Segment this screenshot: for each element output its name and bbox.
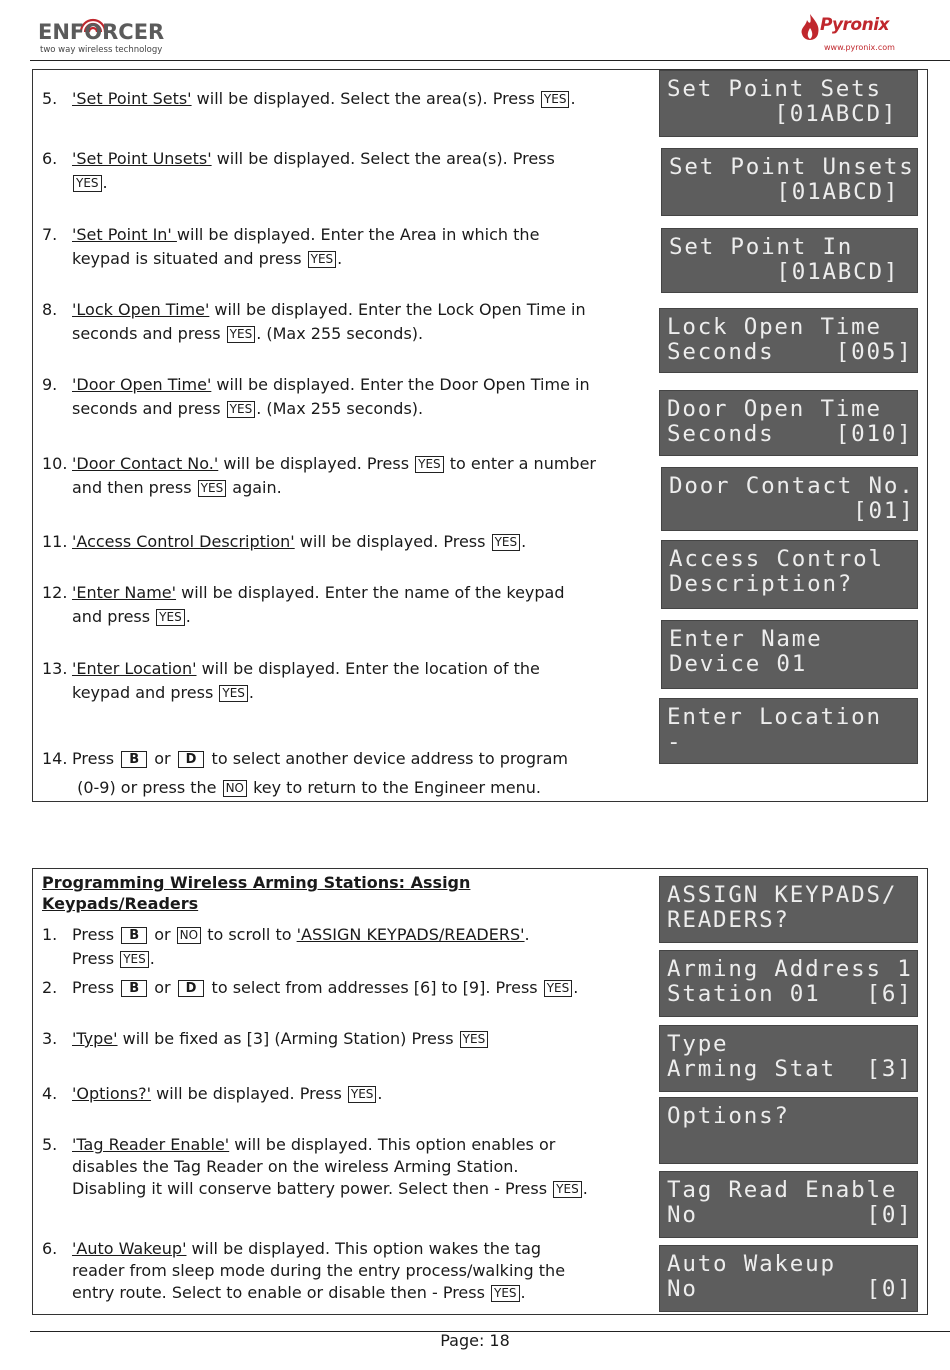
lcd-set-point-unsets: Set Point Unsets [01ABCD]	[661, 148, 918, 216]
pyronix-logo	[798, 10, 908, 56]
lcd-access-control-description: Access Control Description?	[661, 540, 918, 609]
yes-key: YES	[348, 1086, 377, 1103]
yes-key: YES	[491, 1285, 520, 1302]
yes-key: YES	[415, 456, 444, 473]
enforcer-tagline: two way wireless technology	[40, 45, 163, 55]
pyronix-url: www.pyronix.com	[824, 43, 895, 52]
lcd-door-contact-no: Door Contact No. [01]	[661, 467, 918, 531]
lcd-options: Options?	[659, 1097, 918, 1164]
yes-key: YES	[541, 91, 570, 108]
b-key: B	[121, 980, 147, 997]
yes-key: YES	[227, 326, 256, 343]
b-key: B	[121, 751, 147, 768]
yes-key: YES	[544, 980, 573, 997]
yes-key: YES	[73, 175, 102, 192]
b-key: B	[121, 927, 147, 944]
lcd-enter-location: Enter Location -	[659, 698, 918, 764]
pyronix-brand: Pyronix	[820, 15, 889, 35]
yes-key: YES	[308, 251, 337, 268]
yes-key: YES	[219, 685, 248, 702]
yes-key: YES	[156, 609, 185, 626]
section-heading: Programming Wireless Arming Stations: Assign Keypads/Readers	[42, 873, 471, 913]
yes-key: YES	[120, 951, 149, 968]
yes-key: YES	[460, 1031, 489, 1048]
lcd-door-open-time: Door Open Time Seconds [010]	[659, 390, 918, 456]
yes-key: YES	[492, 534, 521, 551]
lcd-assign-keypads-readers: ASSIGN KEYPADS/ READERS?	[659, 876, 918, 943]
lcd-enter-name: Enter Name Device 01	[661, 620, 918, 689]
lcd-lock-open-time: Lock Open Time Seconds [005]	[659, 308, 918, 373]
yes-key: YES	[227, 401, 256, 418]
yes-key: YES	[553, 1181, 582, 1198]
lcd-set-point-sets: Set Point Sets [01ABCD]	[659, 70, 918, 137]
lcd-arming-address: Arming Address 1 Station 01 [6]	[659, 950, 918, 1017]
d-key: D	[178, 980, 205, 997]
lcd-tag-read-enable: Tag Read Enable No [0]	[659, 1171, 918, 1238]
d-key: D	[178, 751, 205, 768]
yes-key: YES	[198, 480, 227, 497]
no-key: NO	[177, 927, 201, 944]
flame-icon	[798, 12, 822, 46]
lcd-set-point-in: Set Point In [01ABCD]	[661, 228, 918, 293]
lcd-auto-wakeup: Auto Wakeup No [0]	[659, 1245, 918, 1312]
lcd-type: Type Arming Stat [3]	[659, 1025, 918, 1092]
header-divider	[30, 60, 950, 61]
page-number: Page: 18	[440, 1331, 510, 1350]
no-key: NO	[223, 780, 247, 797]
enforcer-logo	[38, 18, 168, 58]
enforcer-brand: ENFORCER	[38, 20, 165, 44]
